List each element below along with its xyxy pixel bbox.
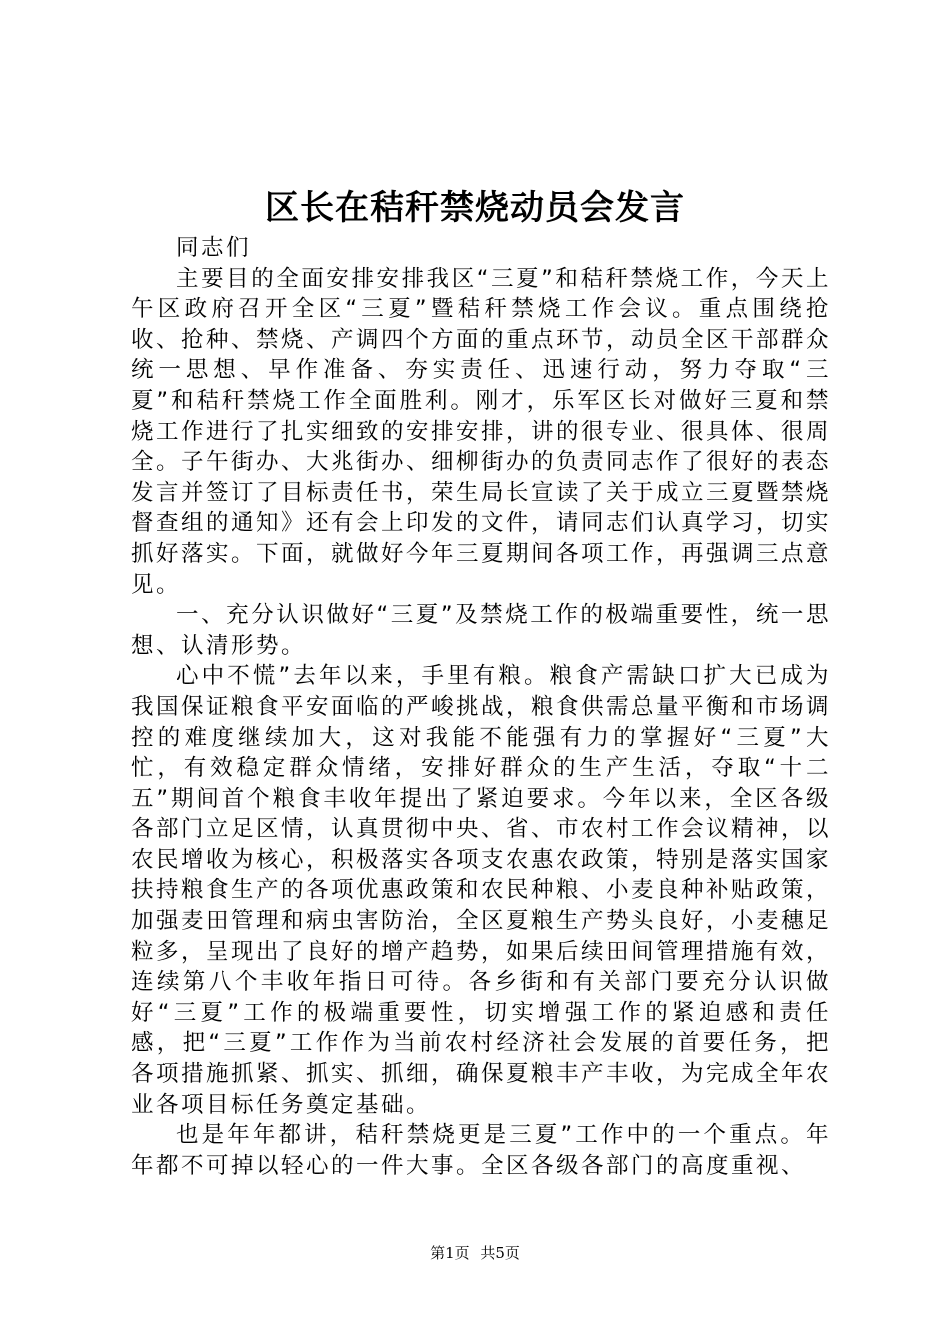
page-total: 共5页: [480, 1244, 520, 1262]
paragraph-straw-burning: 也是年年都讲，秸秆禁烧更是三夏”工作中的一个重点。年年都不可掉以轻心的一件大事。全区各级各部门的高度重视、: [131, 1122, 831, 1179]
page-footer: [0, 1243, 950, 1263]
paragraph-intro: 主要目的全面安排安排我区“三夏”和秸秆禁烧工作，今天上午区政府召开全区“三夏”暨秸秆禁烧工作会议。重点围绕抢收、抢种、禁烧、产调四个方面的重点环节，动员全区干部群众统一思想、早作准备、夯实责任、迅速行动，努力夺取“三夏”和秸秆禁烧工作全面胜利。刚才，乐军区长对做好三夏和禁烧工作进行了扎实细致的安排安排，讲的很专业、很具体、很周全。子午街办、大兆街办、细柳街办的负责同志作了很好的表态发言并签订了目标责任书，荣生局长宣读了关于成立三夏暨禁烧督查组的通知》还有会上印发的文件，请同志们认真学习，切实抓好落实。下面，就做好今年三夏期间各项工作，再强调三点意见。: [131, 265, 832, 598]
document-title: 区长在秸秆禁烧动员会发言: [265, 188, 685, 228]
section-heading-1: 一、充分认识做好“三夏”及禁烧工作的极端重要性，统一思想、认清形势。: [131, 602, 831, 659]
paragraph-grain: 心中不慌”去年以来，手里有粮。粮食产需缺口扩大已成为我国保证粮食平安面临的严峻挑战，粮食供需总量平衡和市场调控的难度继续加大，这对我能不能强有力的掌握好“三夏”大忙，有效稳定群众情绪，安排好群众的生产生活，夺取“十二五”期间首个粮食丰收年提出了紧迫要求。今年以来，全区各级各部门立足区情，认真贯彻中央、省、市农村工作会议精神，以农民增收为核心，积极落实各项支农惠农政策，特别是落实国家扶持粮食生产的各项优惠政策和农民种粮、小麦良种补贴政策，加强麦田管理和病虫害防治，全区夏粮生产势头良好，小麦穗足粒多，呈现出了良好的增产趋势，如果后续田间管理措施有效，连续第八个丰收年指日可待。各乡街和有关部门要充分认识做好“三夏”工作的极端重要性，切实增强工作的紧迫感和责任感，把“三夏”工作作为当前农村经济社会发展的首要任务，把各项措施抓紧、抓实、抓细，确保夏粮丰产丰收，为完成全年农业各项目标任务奠定基础。: [131, 663, 832, 1118]
document-body: [131, 233, 831, 1181]
page-number: 第1页: [430, 1244, 470, 1262]
salutation: 同志们: [176, 235, 252, 261]
